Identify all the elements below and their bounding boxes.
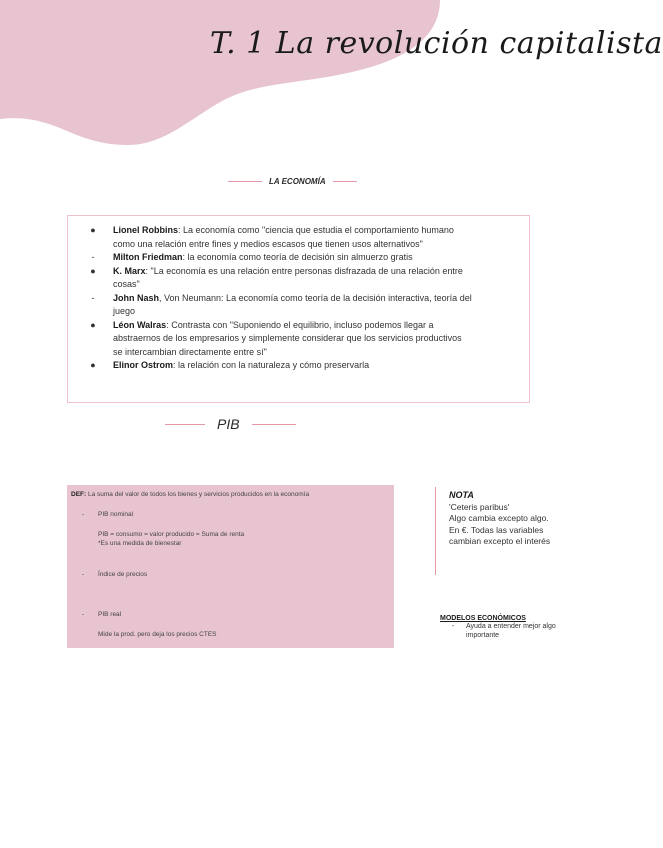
pib-real-line1: Mide la prod. pero deja los precios CTES	[98, 631, 217, 638]
section-heading-label: LA ECONOMÍA	[269, 177, 326, 186]
bullet-marker: -	[91, 292, 95, 303]
pib-nominal-label: PIB nominal	[98, 511, 134, 518]
economist-name: Milton Friedman	[113, 252, 183, 262]
economist-text-cont: como una relación entre fines y medios escasos que tienen usos alternativos"	[113, 238, 423, 249]
note-divider	[435, 487, 436, 575]
page-title: T. 1 La revolución capitalista	[210, 26, 663, 61]
note-title: NOTA	[449, 490, 474, 500]
economia-box	[67, 215, 530, 403]
heading-rule-left	[228, 181, 262, 182]
list-item	[88, 359, 518, 373]
economists-list	[88, 224, 518, 373]
note-line: En €. Todas las variables	[449, 524, 544, 535]
heading-rule-right	[333, 181, 357, 182]
pib-box	[67, 485, 394, 648]
section-heading-pib	[165, 416, 296, 432]
economist-name: John Nash	[113, 292, 160, 303]
economist-text-cont: juego	[113, 306, 136, 316]
economist-name: Elinor Ostrom	[113, 360, 174, 370]
economist-text: : la relación con la naturaleza y cómo preservarla	[173, 360, 370, 370]
note-line: Algo cambia excepto algo.	[449, 513, 549, 523]
heading-rule-right	[252, 424, 296, 425]
models-title: MODELOS ECONÓMICOS	[440, 615, 526, 622]
indice-precios-label: Índice de precios	[98, 571, 148, 578]
economist-text: : La economía como "ciencia que estudia el comportamiento humano	[178, 225, 454, 235]
dash-marker: -	[82, 571, 85, 578]
list-item	[88, 224, 518, 251]
economist-text: : la economía como teoría de decisión sin almuerzo gratis	[182, 252, 413, 262]
bullet-marker: -	[91, 252, 95, 262]
models-item-line2: importante	[466, 632, 500, 639]
economist-text: : Contrasta con "Suponiendo el equilibrio, incluso podemos llegar a	[166, 319, 434, 330]
bullet-marker: ●	[90, 225, 96, 235]
models-item-line1: Ayuda a entender mejor algo	[466, 623, 556, 630]
note-line: 'Ceteris paribus'	[449, 501, 510, 512]
economist-text-cont: abstraernos de los empresarios y simplemente considerar que los servicios productivos	[113, 333, 462, 343]
section-heading-economia	[228, 177, 357, 186]
dash-marker: -	[452, 623, 455, 630]
pib-nominal-line2: *Es una medida de bienestar	[98, 540, 182, 547]
economist-name: Lionel Robbins	[113, 225, 178, 235]
note-block	[449, 490, 550, 548]
pib-definition	[71, 491, 309, 498]
list-item	[88, 292, 518, 319]
bullet-marker: ●	[90, 360, 96, 370]
def-label: DEF:	[71, 491, 87, 498]
list-item	[88, 319, 518, 360]
list-item	[88, 251, 518, 265]
economist-text: : "La economía es una relación entre personas disfrazada de una relación entre	[145, 265, 463, 276]
def-text: La suma del valor de todos los bienes y servicios producidos en la economía	[86, 491, 310, 498]
pib-nominal-line1: PIB = consumo = valor producido = Suma de renta	[98, 531, 245, 538]
models-item	[440, 622, 556, 640]
note-line: cambian excepto el interés	[449, 536, 551, 546]
economist-name: Léon Walras	[113, 319, 167, 330]
models-block	[440, 615, 556, 640]
economist-text: , Von Neumann: La economía como teoría de la decisión interactiva, teoría del	[159, 292, 472, 303]
list-item	[88, 265, 518, 292]
economist-text-cont2: se intercambian directamente entre sí"	[113, 346, 267, 357]
bullet-marker: ●	[90, 265, 96, 276]
section-heading-label: PIB	[217, 416, 240, 432]
dash-marker: -	[82, 611, 85, 618]
dash-marker: -	[82, 511, 85, 518]
economist-text-cont: cosas"	[113, 279, 140, 289]
economist-name: K. Marx	[113, 265, 146, 276]
heading-rule-left	[165, 424, 205, 425]
bullet-marker: ●	[90, 319, 96, 330]
pib-real-label: PIB real	[98, 611, 122, 618]
decorative-blob	[0, 0, 600, 150]
